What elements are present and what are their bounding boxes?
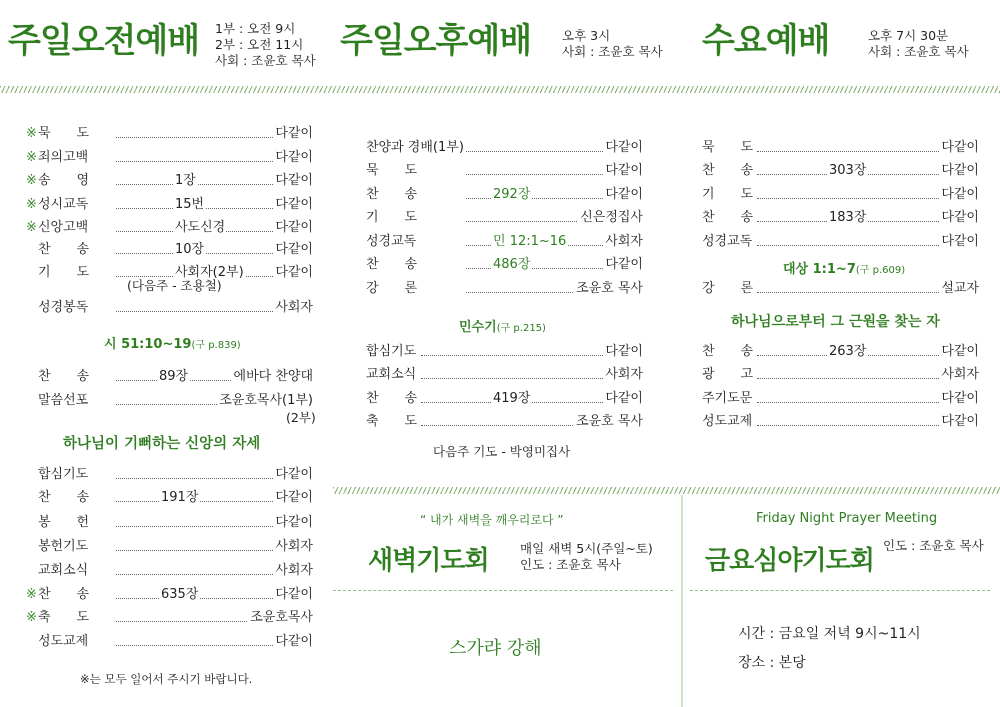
afternoon-info-line: 오후 3시 <box>562 28 611 43</box>
standing-mark: ※ <box>26 587 37 602</box>
wednesday-scripture <box>783 258 905 277</box>
program-row <box>26 609 313 627</box>
program-item-leader: 설교자 <box>941 281 979 296</box>
friday-leader: 인도 : 조윤호 목사 <box>883 538 984 553</box>
program-row <box>26 149 313 167</box>
friday-prayer-title: 금요심야기도회 <box>705 546 874 576</box>
program-row <box>366 366 643 384</box>
dawn-quote: “ 내가 새벽을 깨우리로다 ” <box>420 513 564 527</box>
program-item-detail: 486장 <box>493 257 531 272</box>
program-item-leader: 다같이 <box>941 414 979 429</box>
program-item-label: 찬 송 <box>366 187 418 202</box>
program-item-label: 말씀선포 <box>38 393 89 408</box>
afternoon-reading-book: 민수기 <box>459 320 497 335</box>
program-item-label: 광 고 <box>702 367 754 382</box>
morning-service-title: 주일오전예배 <box>8 21 200 61</box>
prayer-next-week-note: (다음주 - 조용철) <box>127 278 222 293</box>
program-item-detail: 1장 <box>175 173 196 188</box>
program-item-detail: 사도신경 <box>175 220 226 235</box>
program-item-label: 찬 송 <box>38 242 90 257</box>
program-item-leader: 다같이 <box>275 467 313 482</box>
program-item-detail: 419장 <box>493 391 531 406</box>
program-item-leader: 다같이 <box>275 242 313 257</box>
program-item-leader: 사회자 <box>605 367 643 382</box>
program-item-leader: 다같이 <box>605 140 643 155</box>
program-row <box>702 209 979 227</box>
program-item-leader: 조윤호 목사 <box>576 414 643 429</box>
program-item-leader: 조윤호 목사 <box>576 281 643 296</box>
program-row <box>26 368 313 386</box>
program-item-label: 묵 도 <box>366 163 418 178</box>
program-item-label: 강 론 <box>366 281 418 296</box>
standing-footnote: ※는 모두 일어서 주시기 바랍니다. <box>80 672 253 686</box>
program-item-detail: 263장 <box>829 344 867 359</box>
program-item-detail: 635장 <box>161 587 199 602</box>
program-item-label: 송 영 <box>38 173 90 188</box>
program-item-label: 성도교제 <box>38 634 89 649</box>
program-row <box>26 466 313 484</box>
program-item-detail: 303장 <box>829 163 867 178</box>
program-item-detail: 10장 <box>175 242 205 257</box>
program-item-leader: 다같이 <box>605 391 643 406</box>
program-row <box>26 392 313 410</box>
program-row <box>702 139 979 157</box>
program-item-leader: 사회자 <box>605 234 643 249</box>
program-item-leader: 다같이 <box>941 187 979 202</box>
program-row <box>26 196 313 214</box>
program-item-label: 찬 송 <box>38 490 90 505</box>
friday-time: 시간 : 금요일 저녁 9시~11시 <box>738 626 921 642</box>
afternoon-next-prayer: 다음주 기도 - 박영미집사 <box>433 444 571 459</box>
morning-scripture-page: (구 p.839) <box>191 340 241 351</box>
program-item-detail: 민 12:1~16 <box>493 234 567 249</box>
program-item-leader: 다같이 <box>941 210 979 225</box>
program-item-label: 축 도 <box>38 610 90 625</box>
program-item-leader: 사회자 <box>275 563 313 578</box>
program-item-label: 봉헌기도 <box>38 539 89 554</box>
program-item-label: 교회소식 <box>38 563 89 578</box>
friday-english-title: Friday Night Prayer Meeting <box>756 511 938 526</box>
program-item-leader: 다같이 <box>941 344 979 359</box>
program-row <box>26 586 313 604</box>
program-row <box>366 139 643 157</box>
program-item-leader: 다같이 <box>605 163 643 178</box>
program-item-leader: 다같이 <box>275 265 313 280</box>
program-item-label: 합심기도 <box>366 344 417 359</box>
standing-mark: ※ <box>26 126 37 141</box>
program-row <box>26 538 313 556</box>
program-item-leader: 에바다 찬양대 <box>233 369 313 384</box>
standing-mark: ※ <box>26 197 37 212</box>
wednesday-info-line: 사회 : 조윤호 목사 <box>868 44 969 59</box>
program-item-detail: 292장 <box>493 187 531 202</box>
wednesday-scripture-ref: 대상 1:1~7 <box>783 262 856 277</box>
afternoon-reading <box>459 316 546 335</box>
dawn-lecture: 스가랴 강해 <box>449 638 542 659</box>
dawn-dashed-divider <box>333 590 673 591</box>
program-row <box>26 514 313 532</box>
dawn-prayer-title: 새벽기도회 <box>368 546 489 576</box>
program-row <box>702 366 979 384</box>
program-row <box>702 343 979 361</box>
program-item-leader: 다같이 <box>941 391 979 406</box>
program-item-label: 봉 헌 <box>38 515 90 530</box>
morning-scripture <box>104 333 241 352</box>
program-row <box>702 162 979 180</box>
wednesday-info-line: 오후 7시 30분 <box>868 28 949 43</box>
program-row <box>366 413 643 431</box>
top-hatch-divider <box>0 86 1000 93</box>
program-item-label: 기 도 <box>702 187 754 202</box>
program-item-label: 죄의고백 <box>38 150 89 165</box>
program-item-leader: 다같이 <box>941 140 979 155</box>
program-row <box>702 233 979 251</box>
afternoon-service-info <box>562 28 663 60</box>
second-service-note: (2부) <box>286 410 316 425</box>
program-item-leader: 신은정집사 <box>580 210 643 225</box>
program-item-label: 강 론 <box>702 281 754 296</box>
program-item-label: 기 도 <box>38 265 90 280</box>
program-row <box>26 172 313 190</box>
program-item-label: 기 도 <box>366 210 418 225</box>
program-item-label: 성경봉독 <box>38 300 89 315</box>
program-item-label: 성경교독 <box>702 234 753 249</box>
friday-dashed-divider <box>690 590 990 591</box>
afternoon-reading-page: (구 p.215) <box>496 323 546 334</box>
program-item-leader: 다같이 <box>275 587 313 602</box>
program-item-label: 주기도문 <box>702 391 753 406</box>
program-item-label: 찬 송 <box>38 369 90 384</box>
program-row <box>26 633 313 651</box>
bottom-hatch-divider <box>333 487 1000 494</box>
program-item-detail: 183장 <box>829 210 867 225</box>
program-row <box>26 562 313 580</box>
program-item-leader: 다같이 <box>941 234 979 249</box>
program-item-leader: 다같이 <box>275 150 313 165</box>
program-item-label: 찬 송 <box>702 344 754 359</box>
program-item-leader: 사회자 <box>275 300 313 315</box>
program-item-detail: 191장 <box>161 490 199 505</box>
program-item-leader: 다같이 <box>941 163 979 178</box>
afternoon-service-title: 주일오후예배 <box>340 21 532 61</box>
program-row <box>366 390 643 408</box>
dawn-time: 매일 새벽 5시(주일~토) <box>520 541 653 556</box>
program-row <box>366 209 643 227</box>
program-item-leader: 조윤호목사 <box>250 610 313 625</box>
program-item-detail: 89장 <box>159 369 189 384</box>
program-row <box>702 186 979 204</box>
program-item-label: 묵 도 <box>38 126 90 141</box>
standing-mark: ※ <box>26 173 37 188</box>
program-row <box>366 162 643 180</box>
program-item-leader: 다같이 <box>275 515 313 530</box>
friday-place: 장소 : 본당 <box>738 655 806 671</box>
morning-info-line: 사회 : 조윤호 목사 <box>215 53 316 68</box>
program-row <box>26 241 313 259</box>
morning-service-info <box>215 21 316 69</box>
standing-mark: ※ <box>26 610 37 625</box>
wednesday-service-title: 수요예배 <box>702 21 830 61</box>
program-row <box>702 413 979 431</box>
program-item-label: 성경교독 <box>366 234 417 249</box>
bottom-vertical-divider <box>681 495 683 707</box>
program-item-label: 신앙고백 <box>38 220 89 235</box>
program-item-label: 합심기도 <box>38 467 89 482</box>
morning-sermon-title: 하나님이 기뻐하는 신앙의 자세 <box>63 436 261 452</box>
program-item-leader: 다같이 <box>275 197 313 212</box>
program-item-label: 찬 송 <box>38 587 90 602</box>
program-item-label: 찬 송 <box>366 391 418 406</box>
program-item-leader: 다같이 <box>275 490 313 505</box>
program-row <box>366 256 643 274</box>
program-item-leader: 사회자 <box>275 539 313 554</box>
program-row <box>26 125 313 143</box>
program-item-leader: 다같이 <box>275 126 313 141</box>
dawn-leader: 인도 : 조윤호 목사 <box>520 557 621 572</box>
program-item-label: 찬 송 <box>702 163 754 178</box>
program-item-leader: 다같이 <box>605 257 643 272</box>
program-item-leader: 사회자 <box>941 367 979 382</box>
morning-scripture-ref: 시 51:10~19 <box>104 337 192 352</box>
program-item-label: 성도교제 <box>702 414 753 429</box>
program-item-label: 찬양과 경배(1부) <box>366 140 464 155</box>
program-item-leader: 다같이 <box>605 344 643 359</box>
wednesday-sermon-title: 하나님으로부터 그 근원을 찾는 자 <box>731 314 940 330</box>
program-row <box>26 299 313 317</box>
program-item-label: 축 도 <box>366 414 418 429</box>
wednesday-scripture-page: (구 p.609) <box>855 265 906 276</box>
wednesday-service-info <box>868 28 969 60</box>
program-row <box>366 186 643 204</box>
program-item-detail: 15번 <box>175 197 205 212</box>
program-item-leader: 다같이 <box>275 220 313 235</box>
program-item-detail: 사회자(2부) <box>175 265 244 280</box>
program-row <box>702 280 979 298</box>
program-row <box>26 219 313 237</box>
program-item-label: 묵 도 <box>702 140 754 155</box>
program-row <box>366 233 643 251</box>
program-item-label: 성시교독 <box>38 197 89 212</box>
dawn-prayer-info <box>520 541 653 573</box>
program-item-leader: 조윤호목사(1부) <box>219 393 313 408</box>
program-item-leader: 다같이 <box>275 634 313 649</box>
program-item-label: 교회소식 <box>366 367 417 382</box>
program-item-leader: 다같이 <box>275 173 313 188</box>
standing-mark: ※ <box>26 220 37 235</box>
program-row <box>366 343 643 361</box>
program-row <box>702 390 979 408</box>
afternoon-info-line: 사회 : 조윤호 목사 <box>562 44 663 59</box>
program-item-label: 찬 송 <box>366 257 418 272</box>
program-row <box>26 489 313 507</box>
program-item-leader: 다같이 <box>605 187 643 202</box>
standing-mark: ※ <box>26 150 37 165</box>
morning-info-line: 1부 : 오전 9시 <box>215 21 296 36</box>
program-row <box>366 280 643 298</box>
morning-info-line: 2부 : 오전 11시 <box>215 37 304 52</box>
program-item-label: 찬 송 <box>702 210 754 225</box>
